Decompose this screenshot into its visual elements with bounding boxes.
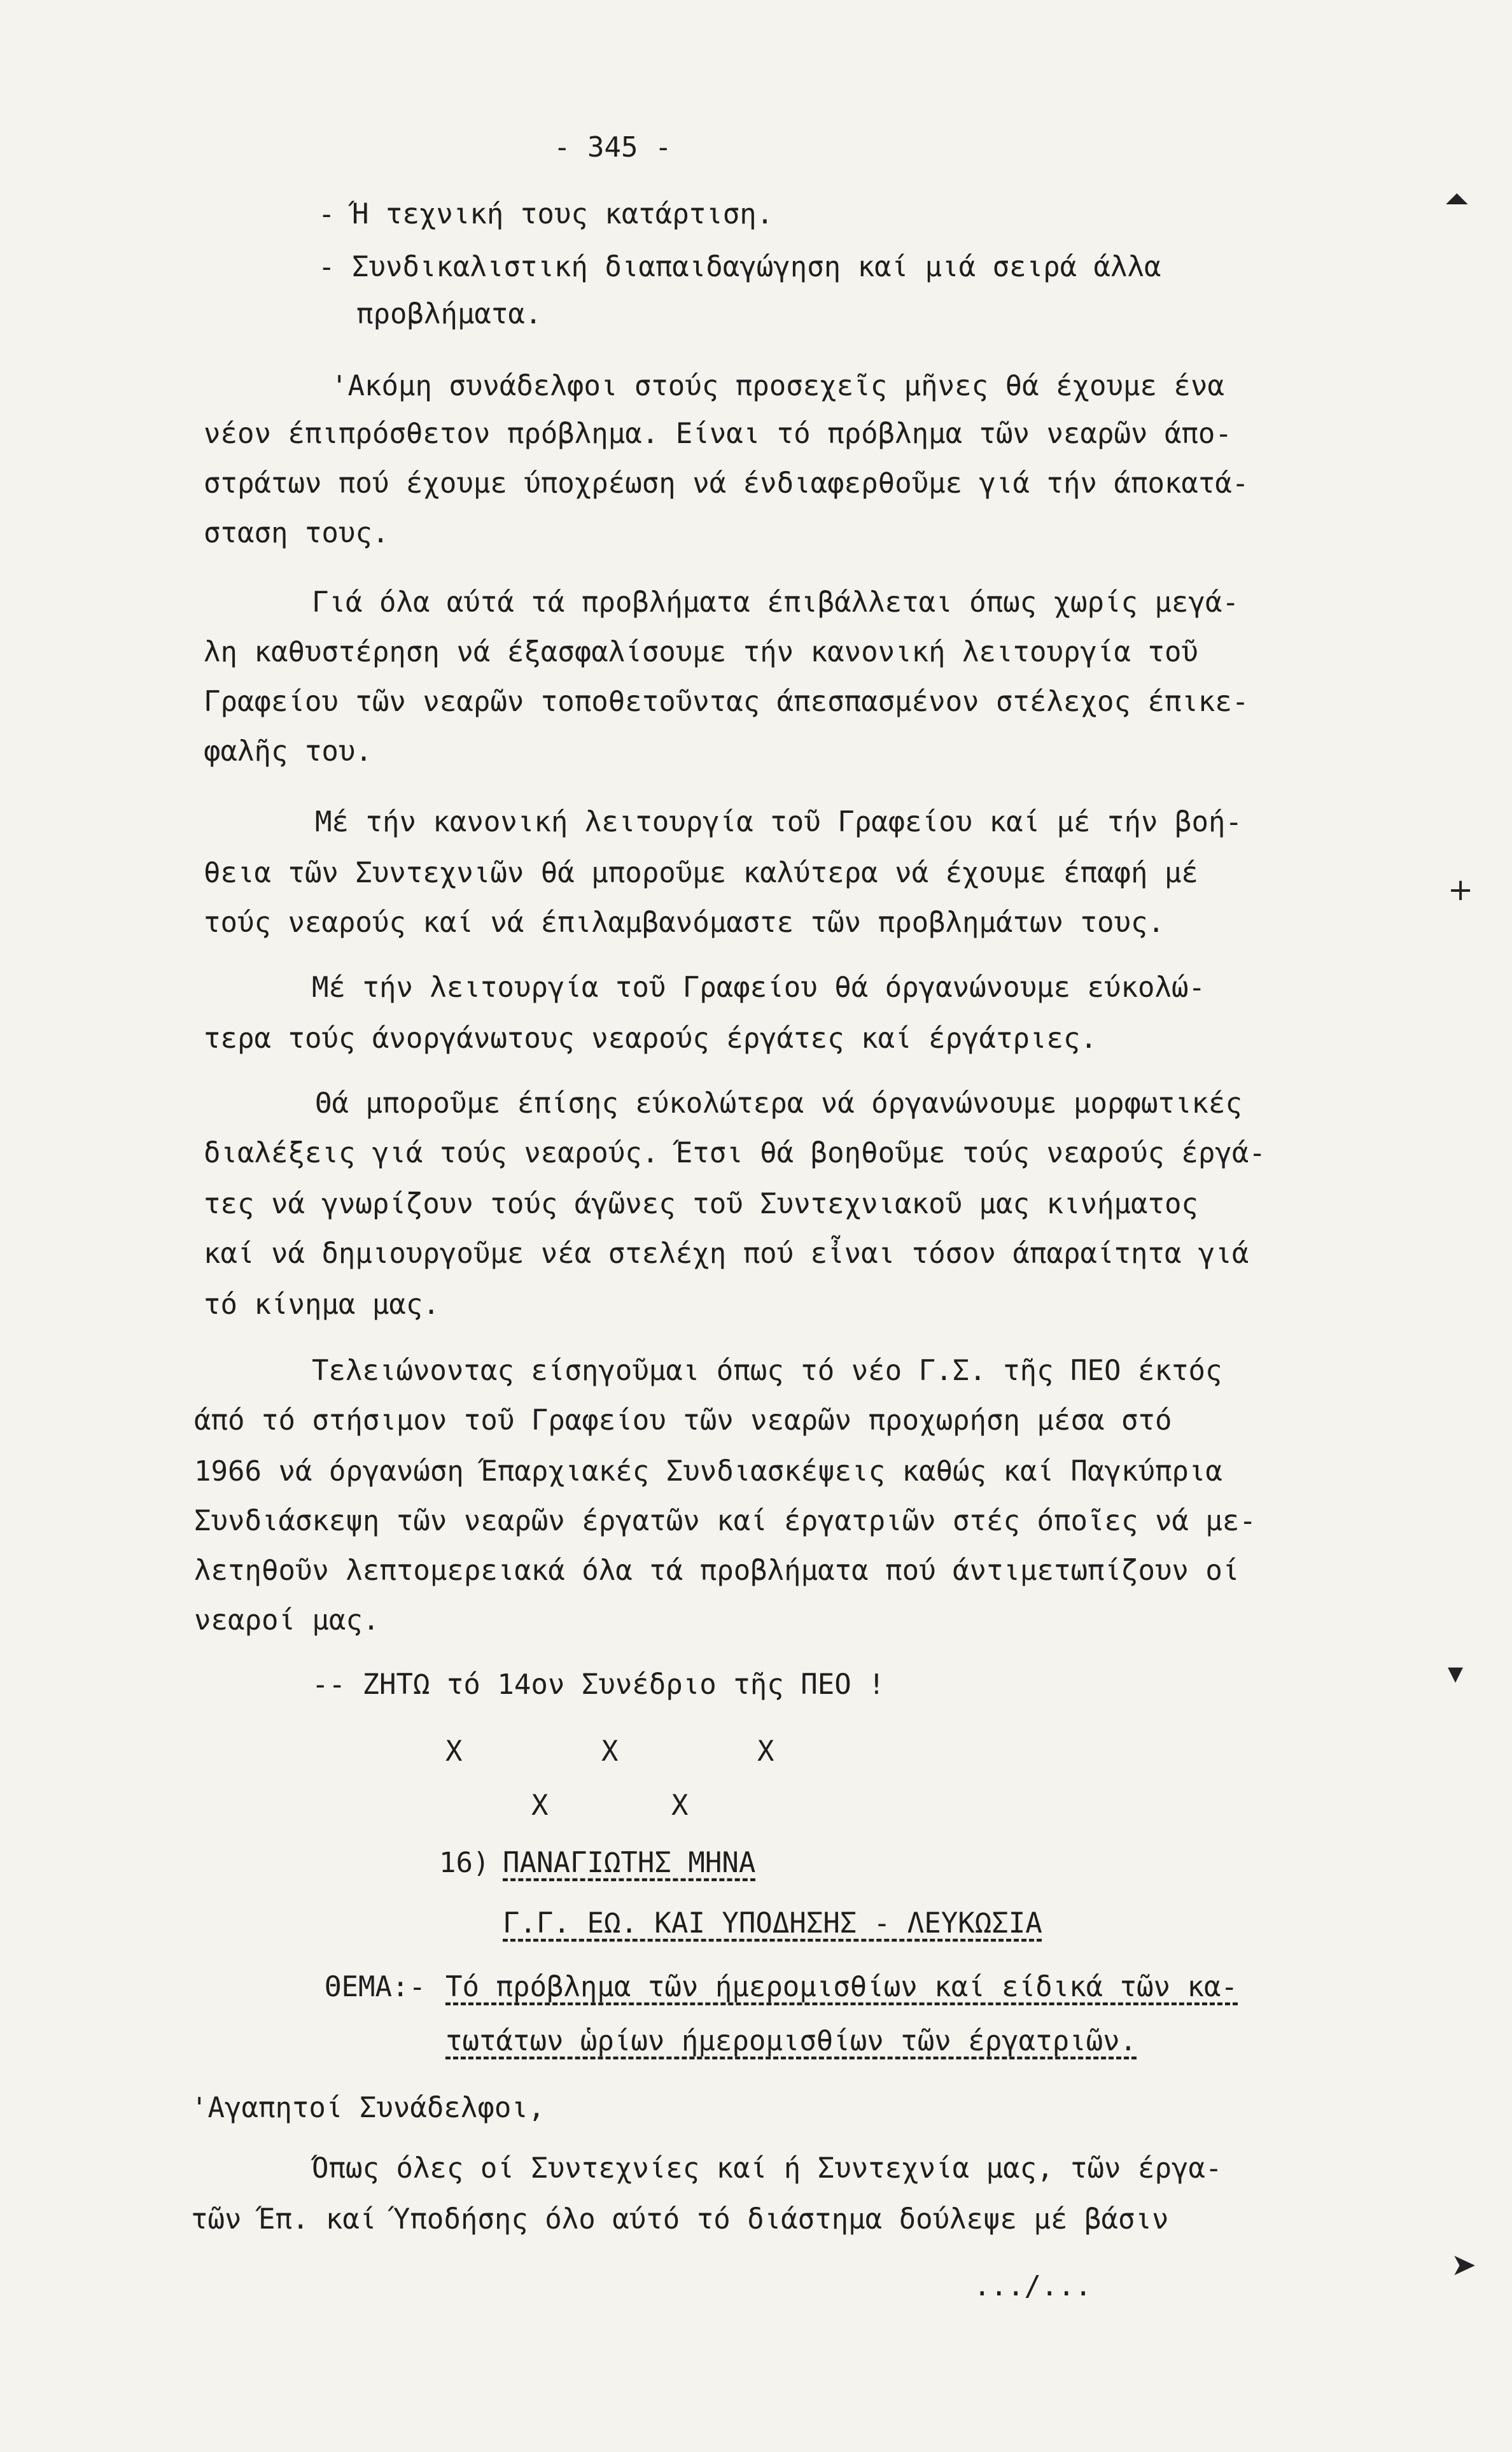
separator-x: Χ bbox=[445, 1735, 463, 1768]
page-number: - 345 - bbox=[554, 131, 672, 164]
paragraph-line: τό κίνημα μας. bbox=[204, 1288, 440, 1321]
paragraph-line: φαλῆς του. bbox=[204, 735, 372, 768]
paragraph-line: Συνδιάσκεψη τῶν νεαρῶν έργατῶν καί έργατριῶν στές όποῖες νά με- bbox=[194, 1505, 1256, 1537]
slogan: -- ΖΗΤΩ τό 14ον Συνέδριο τῆς ΠΕΟ ! bbox=[312, 1668, 885, 1701]
separator-x: Χ bbox=[671, 1789, 689, 1822]
salutation: 'Αγαπητοί Συνάδελφοι, bbox=[191, 2092, 545, 2124]
separator-x: Χ bbox=[601, 1735, 619, 1768]
paragraph-line: Γιά όλα αύτά τά προβλήματα έπιβάλλεται όπως χωρίς μεγά- bbox=[312, 586, 1239, 619]
scan-mark-icon: ⏶ bbox=[1445, 181, 1469, 217]
paragraph-line: σταση τους. bbox=[204, 517, 389, 549]
theme-text: τωτάτων ὡρίων ήμερομισθίων τῶν έργατριῶν. bbox=[445, 2025, 1137, 2057]
paragraph-line: λετηθοῦν λεπτομερειακά όλα τά προβλήματα πού άντιμετωπίζουν οί bbox=[194, 1554, 1240, 1587]
paragraph-line: θεια τῶν Συντεχνιῶν θά μποροῦμε καλύτερα νά έχουμε έπαφή μέ bbox=[204, 857, 1198, 889]
paragraph-line: τῶν Έπ. καί Ύποδήσης όλο αύτό τό διάστημα δούλεψε μέ βάσιν bbox=[191, 2203, 1169, 2236]
speaker-role: Γ.Γ. ΕΩ. ΚΑΙ ΥΠΟΔΗΣΗΣ - ΛΕΥΚΩΣΙΑ bbox=[503, 1907, 1042, 1940]
paragraph-line: στράτων πού έχουμε ύποχρέωση νά ένδιαφερθοῦμε γιά τήν άποκατά- bbox=[204, 467, 1249, 500]
paragraph-line: λη καθυστέρηση νά έξασφαλίσουμε τήν κανονική λειτουργία τοῦ bbox=[204, 636, 1198, 668]
paragraph-line: τερα τούς άνοργάνωτους νεαρούς έργάτες καί έργάτριες. bbox=[204, 1022, 1097, 1055]
paragraph-line: Μέ τήν κανονική λειτουργία τοῦ Γραφείου καί μέ τήν βοή- bbox=[315, 806, 1242, 838]
separator-x: Χ bbox=[757, 1735, 774, 1768]
paragraph-line: Θά μποροῦμε έπίσης εύκολώτερα νά όργανώνουμε μορφωτικές bbox=[315, 1087, 1242, 1120]
paragraph-line: διαλέξεις γιά τούς νεαρούς. Έτσι θά βοηθοῦμε τούς νεαρούς έργά- bbox=[204, 1137, 1266, 1169]
paragraph-line: Γραφείου τῶν νεαρῶν τοποθετοῦντας άπεσπασμένον στέλεχος έπικε- bbox=[204, 686, 1249, 718]
speaker-name: ΠΑΝΑΓΙΩΤΗΣ ΜΗΝΑ bbox=[503, 1847, 756, 1879]
list-item: προβλήματα. bbox=[356, 298, 542, 330]
scan-mark-icon: + bbox=[1448, 872, 1474, 908]
paragraph-line: καί νά δημιουργοῦμε νέα στελέχη πού εἶναι τόσον άπαραίτητα γιά bbox=[204, 1237, 1249, 1270]
separator-x: Χ bbox=[531, 1789, 549, 1822]
scan-mark-icon: ➤ bbox=[1451, 2247, 1477, 2283]
paragraph-line: νεαροί μας. bbox=[194, 1604, 380, 1637]
paragraph-line: νέον έπιπρόσθετον πρόβλημα. Είναι τό πρόβλημα τῶν νεαρῶν άπο- bbox=[204, 418, 1232, 450]
scan-mark-icon: ▾ bbox=[1448, 1655, 1464, 1691]
paragraph-line: Μέ τήν λειτουργία τοῦ Γραφείου θά όργανώνουμε εύκολώ- bbox=[312, 971, 1205, 1004]
theme-text: Τό πρόβλημα τῶν ήμερομισθίων καί είδικά τῶν κα- bbox=[445, 1971, 1238, 2003]
paragraph-line: τούς νεαρούς καί νά έπιλαμβανόμαστε τῶν προβλημάτων τους. bbox=[204, 906, 1165, 939]
paragraph-line: 1966 νά όργανώση Έπαρχιακές Συνδιασκέψεις καθώς καί Παγκύπρια bbox=[194, 1455, 1222, 1488]
theme-label: ΘΕΜΑ:- bbox=[325, 1971, 426, 2003]
list-item: - Ή τεχνική τους κατάρτιση. bbox=[318, 198, 774, 230]
paragraph-line: 'Ακόμη συνάδελφοι στούς προσεχεῖς μῆνες θά έχουμε ένα bbox=[331, 370, 1224, 402]
paragraph-line: άπό τό στήσιμον τοῦ Γραφείου τῶν νεαρῶν προχωρήση μέσα στό bbox=[194, 1404, 1172, 1437]
paragraph-line: Τελειώνοντας είσηγοῦμαι όπως τό νέο Γ.Σ. τῆς ΠΕΟ έκτός bbox=[312, 1355, 1222, 1387]
paragraph-line: Όπως όλες οί Συντεχνίες καί ή Συντεχνία μας, τῶν έργα- bbox=[312, 2152, 1222, 2185]
paragraph-line: τες νά γνωρίζουν τούς άγῶνες τοῦ Συντεχνιακοῦ μας κινήματος bbox=[204, 1188, 1198, 1220]
speaker-number: 16) bbox=[439, 1847, 490, 1879]
continuation-mark: .../... bbox=[974, 2270, 1092, 2302]
list-item: - Συνδικαλιστική διαπαιδαγώγηση καί μιά σειρά άλλα bbox=[318, 251, 1161, 283]
